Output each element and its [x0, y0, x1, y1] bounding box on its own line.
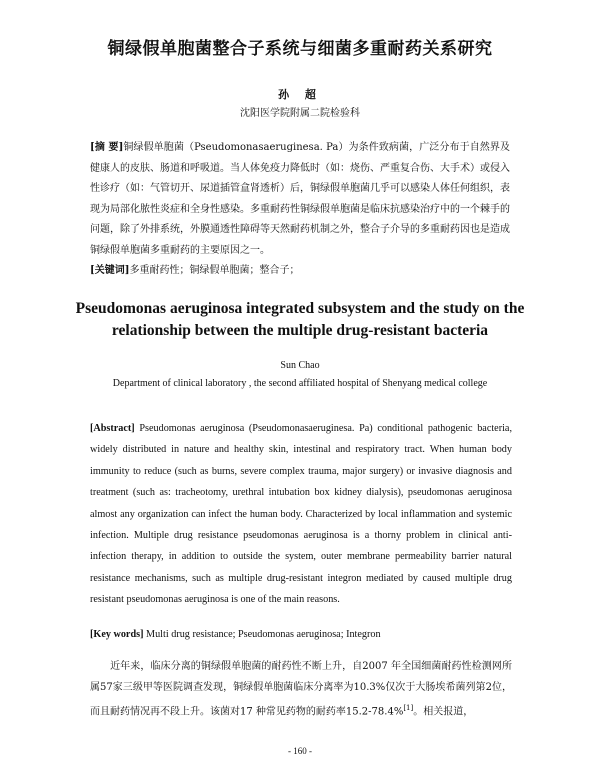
citation-ref[interactable]: [1] [403, 704, 414, 712]
chinese-keywords-label: [关键词] [90, 265, 130, 276]
page-number: - 160 - [288, 746, 312, 756]
chinese-keywords [90, 262, 510, 280]
english-keywords-text: Multi drug resistance; Pseudomonas aeruginosa; Integron [143, 629, 381, 640]
english-keywords [90, 627, 512, 643]
chinese-abstract [90, 138, 510, 261]
english-keywords-label: [Key words] [90, 629, 144, 640]
chinese-abstract-label: [摘 要] [90, 142, 124, 153]
chinese-keywords-text: 多重耐药性；铜绿假单胞菌；整合子； [129, 265, 300, 276]
english-affiliation: Department of clinical laboratory , the second affiliated hospital of Shenyang medical college [112, 378, 488, 389]
body-paragraph-main: 近年来，临床分离的铜绿假单胞菌的耐药性不断上升，自2007 年全国细菌耐药性检测网所属57家三级甲等医院调查发现，铜绿假单胞菌临床分离率为10.3%仅次于大肠埃希菌列第2位，而且耐药情况再不段上升。该菌对17 种常见药物的耐药率15.2-78.4% [90, 661, 512, 718]
chinese-title: 铜绿假单胞菌整合子系统与细菌多重耐药关系研究 [107, 39, 493, 59]
english-title: Pseudomonas aeruginosa integrated subsystem and the study on the relationship between the multiple drug-resistant bacteria [75, 300, 525, 339]
body-paragraph [90, 656, 512, 722]
chinese-affiliation: 沈阳医学院附属二院检验科 [240, 108, 360, 119]
chinese-author: 孙 超 [278, 88, 322, 101]
english-abstract [90, 418, 512, 611]
body-paragraph-tail: 。相关报道， [413, 706, 474, 718]
chinese-abstract-text: 铜绿假单胞菌（Pseudomonasaeruginesa. Pa）为条件致病菌，广泛分布于自然界及健康人的皮肤、肠道和呼吸道。当人体免疫力降低时（如：烧伤、严重复合伤、大手术）或侵入性诊疗（如：气管切开、尿道插管盒肾透析）后，铜绿假单胞菌几乎可以感染人体任何组织，表现为局部化脓性炎症和全身性感染。多重耐药性铜绿假单胞菌是临床抗感染治疗中的一个棘手的问题，除了外排系统，外膜通透性障碍等天然耐药机制之外，整合子介导的多重耐药因也是造成铜绿假单胞菌多重耐药的主要原因之一。 [90, 142, 510, 256]
english-abstract-text: Pseudomonas aeruginosa (Pseudomonasaeruginesa. Pa) conditional pathogenic bacteria, widely distributed in nature and healthy skin, intestinal and respiratory tract. When human body immunity to reduce (such as burns, severe complex trauma, major surgery) or invasive diagnosis and treatment (such as: tracheotomy, urethral intubation box kidney dialysis), pseudomonas aeruginosa almost any organization can infect the human body. Characterized by local inflammation and systemic infection. Multiple drug resistance pseudomonas aeruginosa is a thorny problem in clinical anti-infection therapy, in addition to outside the system, outer membrane permeability barrier natural resistance mechanisms, such as multiple drug-resistant integron mediated by caused multiple drug resistant pseudomonas aeruginosa is one of the main reasons. [90, 423, 512, 606]
english-abstract-label: [Abstract] [90, 423, 135, 434]
english-author: Sun Chao [280, 360, 320, 371]
